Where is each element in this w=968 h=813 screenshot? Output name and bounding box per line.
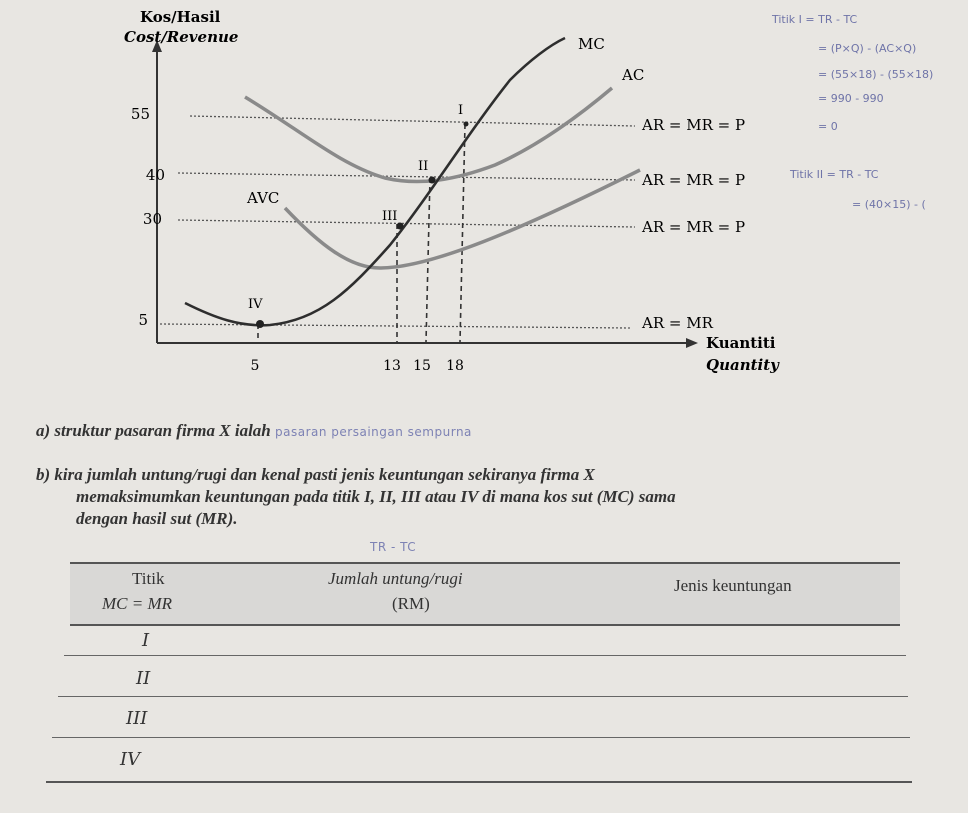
calc-2-line-2: = (40×15) - (	[852, 198, 926, 211]
calc-1-line-2: = (P×Q) - (AC×Q)	[818, 42, 917, 55]
calc-2-line-1: Titik II = TR - TC	[790, 168, 879, 181]
mc-label: MC	[578, 35, 605, 53]
ar-label-3: AR = MR = P	[642, 218, 746, 236]
question-b-note: TR - TC	[370, 540, 417, 554]
y-tick-40: 40	[145, 166, 165, 184]
avc-label: AVC	[247, 189, 280, 207]
header-rm: (RM)	[392, 594, 430, 613]
question-b-line-1: b) kira jumlah untung/rugi dan kenal pasti jenis keuntungan sekiranya firma X	[36, 465, 595, 484]
header-jenis: Jenis keuntungan	[674, 576, 792, 595]
point-i-label: I	[458, 103, 464, 118]
table-row-divider-2	[58, 696, 908, 697]
header-mc-mr: MC = MR	[102, 594, 173, 613]
question-a-text: a) struktur pasaran firma X ialah	[36, 421, 271, 440]
price-line-5	[160, 324, 630, 328]
calc-1-line-4: = 990 - 990	[818, 92, 884, 105]
table-row-label-ii: II	[136, 668, 151, 689]
x-tick-18: 18	[446, 358, 464, 374]
calc-1-line-1: Titik I = TR - TC	[772, 13, 858, 26]
point-iii-label: III	[382, 209, 398, 224]
table-row-divider-1	[64, 655, 906, 656]
answer-table-header	[70, 562, 900, 626]
y-tick-5: 5	[138, 311, 148, 329]
header-jumlah: Jumlah untung/rugi	[328, 569, 463, 588]
x-tick-5: 5	[250, 358, 260, 374]
x-axis-arrow	[686, 338, 698, 348]
header-titik: Titik	[132, 569, 165, 588]
x-tick-15: 15	[413, 358, 431, 374]
ar-label-2: AR = MR = P	[642, 171, 746, 189]
ac-curve	[245, 88, 612, 182]
question-a-answer: pasaran persaingan sempurna	[275, 425, 472, 439]
table-row-label-iii: III	[126, 708, 148, 729]
calc-1-line-3: = (55×18) - (55×18)	[818, 68, 934, 81]
point-iv-dot	[256, 320, 264, 328]
table-row-label-iv: IV	[120, 749, 141, 770]
point-iii-dot	[397, 223, 404, 230]
x-tick-13: 13	[383, 358, 401, 374]
question-b-line-2: memaksimumkan keuntungan pada titik I, II, III atau IV di mana kos sut (MC) sama	[76, 487, 676, 506]
table-row-divider-3	[52, 737, 910, 738]
ar-label-4: AR = MR	[642, 314, 713, 332]
point-ii-dot	[429, 177, 436, 184]
y-tick-55: 55	[130, 105, 150, 123]
table-row-divider-4	[46, 781, 912, 783]
price-line-40	[178, 173, 635, 180]
point-iv-label: IV	[248, 297, 263, 312]
mc-curve	[185, 38, 565, 325]
question-b-line-3: dengan hasil sut (MR).	[76, 509, 238, 528]
question-a	[36, 420, 472, 443]
point-ii-label: II	[418, 159, 429, 174]
ar-label-1: AR = MR = P	[642, 116, 746, 134]
cost-revenue-graph	[0, 0, 968, 400]
x-axis-title-1: Kuantiti	[706, 334, 776, 352]
qty-line-18	[460, 124, 465, 342]
y-axis-title-2: Cost/Revenue	[124, 28, 239, 46]
y-axis-title-1: Kos/Hasil	[140, 8, 221, 26]
ac-label: AC	[622, 66, 645, 84]
point-i-dot	[464, 122, 469, 127]
calc-1-line-5: = 0	[818, 120, 838, 133]
x-axis-title-2: Quantity	[706, 356, 779, 374]
y-tick-30: 30	[142, 210, 162, 228]
table-row-label-i: I	[142, 630, 150, 651]
